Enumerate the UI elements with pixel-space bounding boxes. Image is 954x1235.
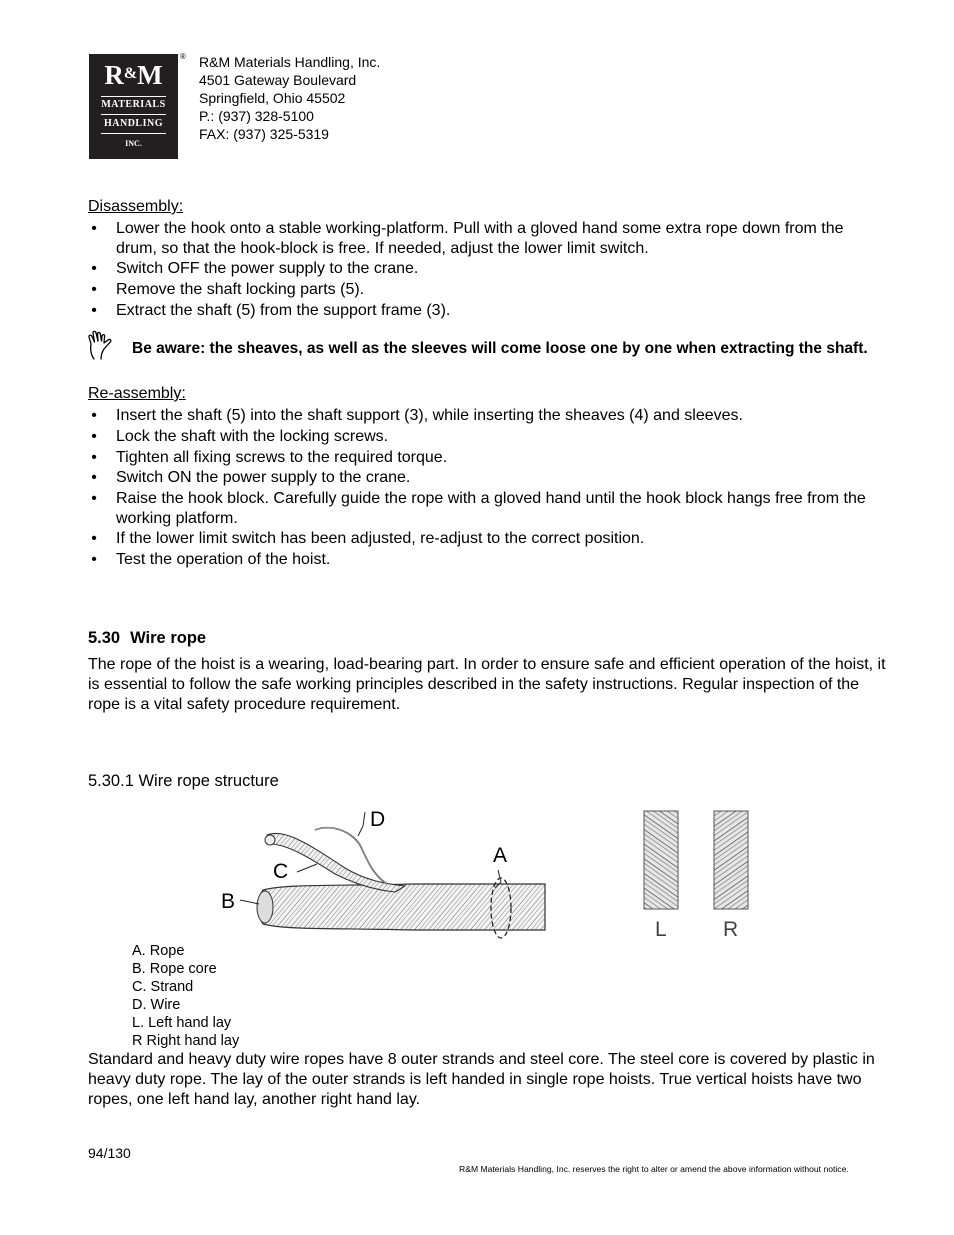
warning-note: Be aware: the sheaves, as well as the sleeves will come loose one by one when extracting the shaft. bbox=[132, 340, 868, 357]
right-lay-rope bbox=[714, 811, 748, 909]
reassembly-heading: Re-assembly: bbox=[88, 385, 186, 402]
list-item: • Insert the shaft (5) into the shaft support (3), while inserting the sheaves (4) and sleeves. bbox=[91, 407, 743, 424]
address-fax: FAX: (937) 325-5319 bbox=[199, 126, 329, 142]
page-number: 94/130 bbox=[88, 1145, 131, 1161]
figure-label-c: C bbox=[273, 860, 289, 883]
list-item: • Switch ON the power supply to the crane. bbox=[91, 469, 411, 487]
logo-materials: MATERIALS bbox=[101, 99, 166, 110]
address-phone: P.: (937) 328-5100 bbox=[199, 108, 314, 124]
left-lay-rope bbox=[644, 811, 678, 909]
figure-label-b: B bbox=[221, 890, 236, 913]
wire-rope-structure-diagram bbox=[215, 800, 555, 942]
registered-mark: ® bbox=[180, 52, 186, 61]
list-item: • Remove the shaft locking parts (5). bbox=[91, 281, 365, 299]
legend-item: C. Strand bbox=[132, 979, 194, 995]
figure-label-r: R bbox=[723, 918, 739, 941]
section-heading-5-30-1: 5.30.1 Wire rope structure bbox=[88, 772, 279, 790]
legend-item: A. Rope bbox=[132, 943, 185, 959]
rope-structure-paragraph: Standard and heavy duty wire ropes have 8 outer strands and steel core. The steel core is covered by plastic in heavy duty rope. The lay of the outer strands is left handed in single rope hoists. True vertical hoists have two ropes, one left hand lay, another right hand lay. bbox=[88, 1051, 875, 1108]
address-street: 4501 Gateway Boulevard bbox=[199, 72, 357, 88]
footer-notice: R&M Materials Handling, Inc. reserves the right to alter or amend the above information without notice. bbox=[459, 1164, 849, 1174]
logo-monogram: R&M bbox=[104, 60, 163, 90]
figure-label-a: A bbox=[493, 844, 508, 867]
list-item: • Extract the shaft (5) from the support frame (3). bbox=[91, 301, 451, 319]
company-logo bbox=[89, 54, 178, 159]
list-item: • Tighten all fixing screws to the required torque. bbox=[91, 448, 448, 466]
list-item: • Lower the hook onto a stable working-platform. Pull with a gloved hand some extra rope down from the drum, so that the hook-block is free. If needed, adjust the lower limit switch. bbox=[91, 220, 844, 257]
disassembly-heading: Disassembly: bbox=[88, 198, 184, 215]
list-item: • Test the operation of the hoist. bbox=[91, 551, 331, 569]
rope-lay-diagram bbox=[635, 808, 765, 943]
address-company: R&M Materials Handling, Inc. bbox=[199, 54, 381, 70]
figure-label-l: L bbox=[655, 918, 667, 941]
list-item: • Lock the shaft with the locking screws. bbox=[91, 427, 389, 445]
list-item: • Raise the hook block. Carefully guide the rope with a gloved hand until the hook block hangs free from the working platform. bbox=[91, 490, 866, 527]
logo-handling: HANDLING bbox=[103, 118, 163, 129]
figure-label-d: D bbox=[370, 808, 386, 831]
legend-item: L. Left hand lay bbox=[132, 1015, 232, 1031]
list-item: • Switch OFF the power supply to the crane. bbox=[91, 260, 419, 278]
disassembly-list bbox=[88, 219, 888, 322]
pointing-hand-icon bbox=[86, 329, 116, 361]
wire-rope-paragraph: The rope of the hoist is a wearing, load-bearing part. In order to ensure safe and efficient operation of the hoist, it is essential to follow the safe working principles described in the safety instructions. Regular inspection of the rope is a vital safety procedure requirement. bbox=[88, 656, 886, 713]
list-item: • If the lower limit switch has been adjusted, re-adjust to the correct position. bbox=[91, 530, 645, 548]
legend-item: R Right hand lay bbox=[132, 1033, 240, 1049]
reassembly-list bbox=[88, 406, 888, 571]
legend-item: B. Rope core bbox=[132, 961, 217, 977]
section-heading-5-30: 5.30 Wire rope bbox=[88, 629, 207, 647]
address-city: Springfield, Ohio 45502 bbox=[199, 90, 346, 106]
legend-item: D. Wire bbox=[132, 997, 181, 1013]
figure-legend bbox=[132, 942, 239, 1050]
logo-inc: INC. bbox=[125, 139, 142, 148]
company-address bbox=[199, 53, 380, 143]
